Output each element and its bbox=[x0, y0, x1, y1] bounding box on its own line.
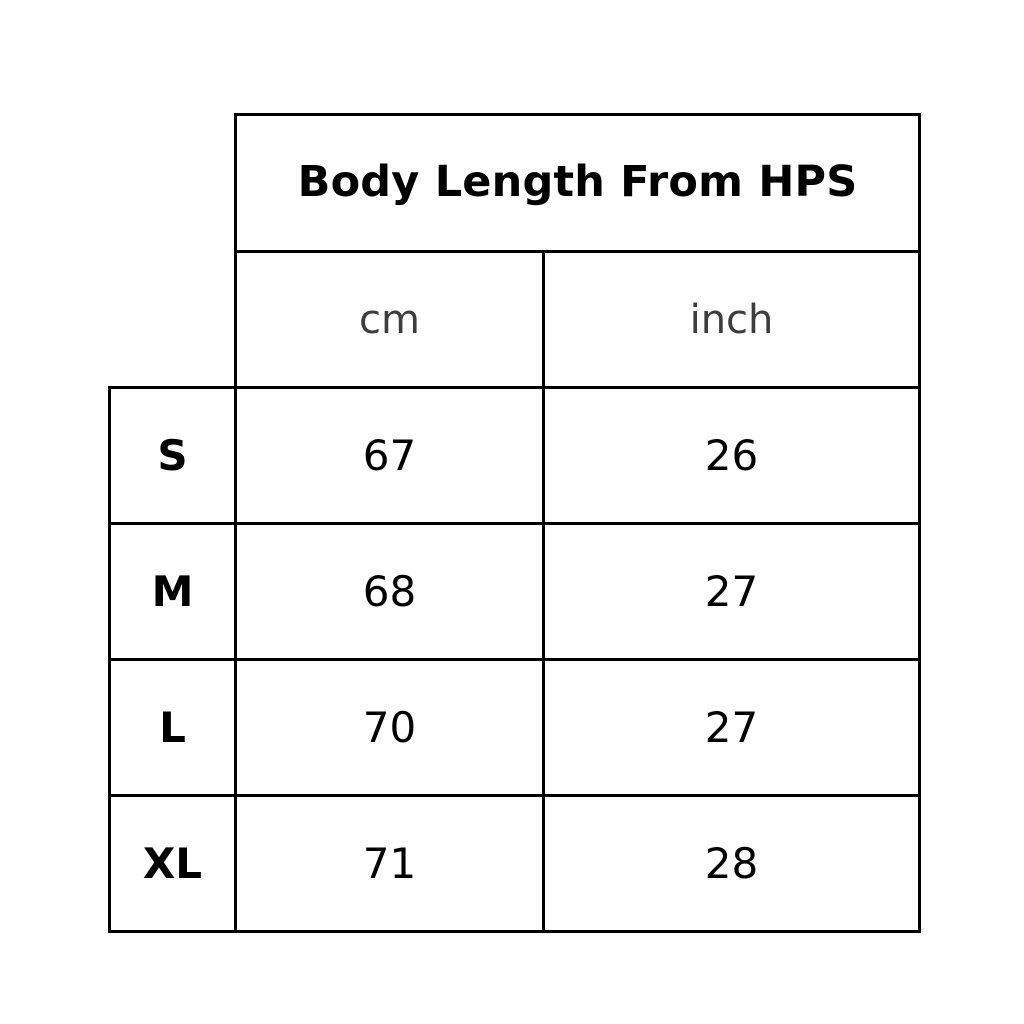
size-label-s: S bbox=[110, 388, 236, 524]
unit-header-cm: cm bbox=[236, 252, 544, 388]
value-s-cm: 67 bbox=[236, 388, 544, 524]
size-label-l: L bbox=[110, 660, 236, 796]
unit-header-inch: inch bbox=[544, 252, 920, 388]
table-row-title bbox=[110, 115, 920, 252]
table-row bbox=[110, 524, 920, 660]
value-l-inch: 27 bbox=[544, 660, 920, 796]
table-title: Body Length From HPS bbox=[236, 115, 920, 252]
size-label-xl: XL bbox=[110, 796, 236, 932]
size-chart-table bbox=[108, 113, 921, 933]
value-l-cm: 70 bbox=[236, 660, 544, 796]
value-s-inch: 26 bbox=[544, 388, 920, 524]
value-xl-inch: 28 bbox=[544, 796, 920, 932]
value-m-cm: 68 bbox=[236, 524, 544, 660]
corner-blank-top bbox=[110, 115, 236, 252]
table-row bbox=[110, 660, 920, 796]
value-xl-cm: 71 bbox=[236, 796, 544, 932]
corner-blank-units bbox=[110, 252, 236, 388]
table-row bbox=[110, 796, 920, 932]
value-m-inch: 27 bbox=[544, 524, 920, 660]
table-row-units bbox=[110, 252, 920, 388]
table-row bbox=[110, 388, 920, 524]
size-label-m: M bbox=[110, 524, 236, 660]
